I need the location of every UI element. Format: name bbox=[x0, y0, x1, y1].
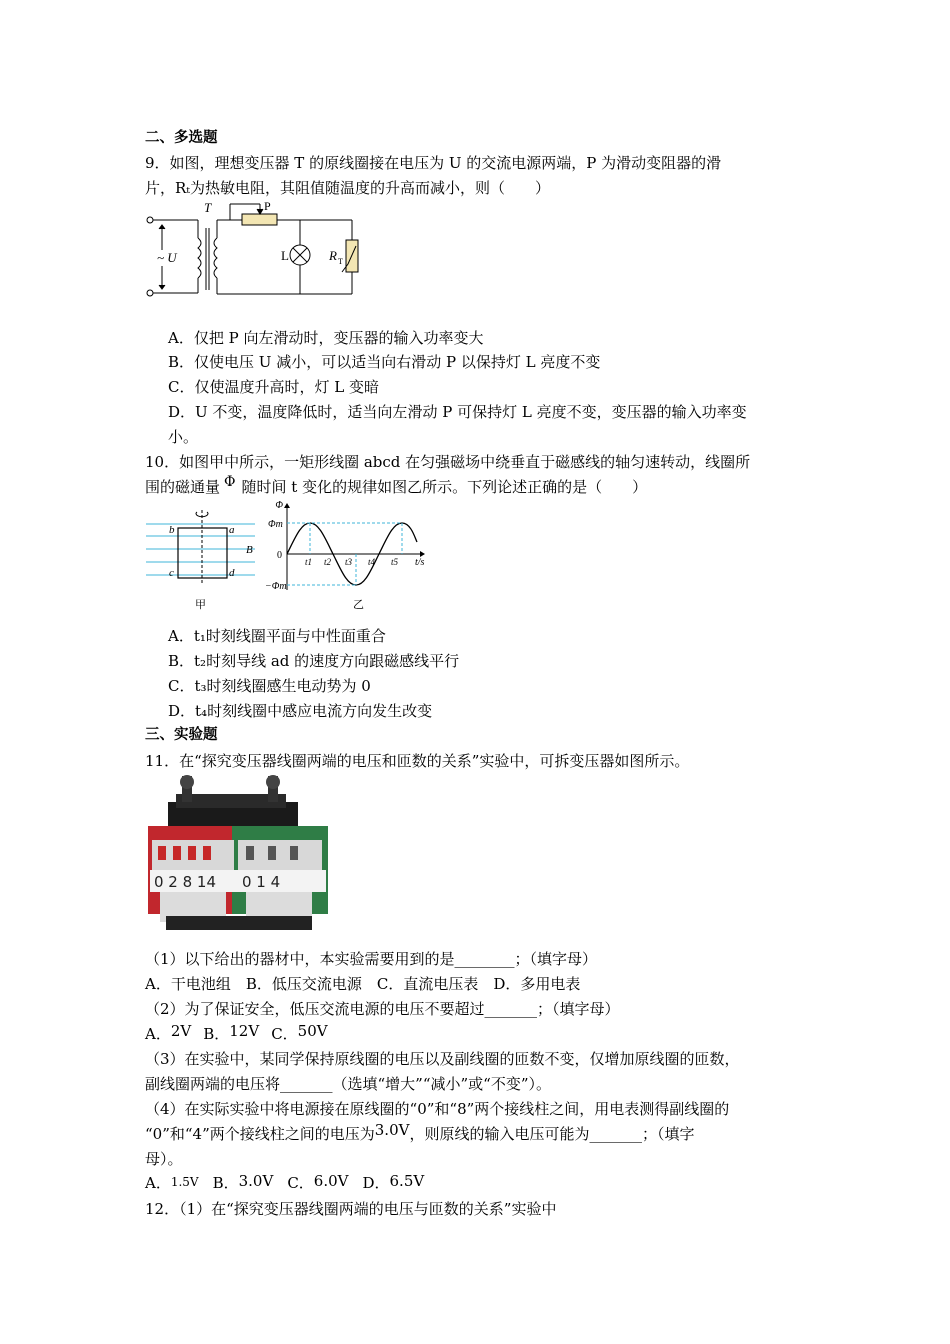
q9-option-b: B．仅使电压 U 减小，可以适当向右滑动 P 以保持灯 L 亮度不变 bbox=[168, 353, 601, 371]
label-p: P bbox=[264, 199, 271, 213]
q11-p2-b: B． bbox=[203, 1025, 230, 1043]
label-field-b: B bbox=[246, 544, 253, 556]
photo-primary-taps: 0 2 8 14 bbox=[154, 873, 217, 891]
q11-part2: （2）为了保证安全，低压交流电源的电压不要超过_______；（填字母） bbox=[145, 1000, 620, 1018]
label-d: d bbox=[229, 567, 235, 579]
caption-yi: 乙 bbox=[353, 598, 364, 611]
q11-p2-a: A． bbox=[145, 1025, 171, 1043]
q10-stem-line1: 10．如图甲中所示，一矩形线圈 abcd 在匀强磁场中绕垂直于磁感线的轴匀速转动，线圈所 bbox=[145, 453, 751, 471]
tick-zero: 0 bbox=[277, 550, 282, 561]
q11-part4-options bbox=[145, 1172, 424, 1195]
q9-option-a: A．仅把 P 向左滑动时，变压器的输入功率变大 bbox=[168, 329, 484, 347]
q10-option-c: C．t₃时刻线圈感生电动势为 0 bbox=[168, 677, 371, 695]
q11-p2-c-value: 50V bbox=[297, 1022, 328, 1040]
q11-p4-a: A． bbox=[145, 1174, 171, 1192]
section-heading-multi-choice: 二、多选题 bbox=[145, 130, 218, 146]
q9-stem-line2: 片，Rₜ为热敏电阻，其阻值随温度的升高而减小，则（ ） bbox=[145, 179, 550, 197]
q10-option-a: A．t₁时刻线圈平面与中性面重合 bbox=[168, 627, 386, 645]
q11-part1-options: A．干电池组 B．低压交流电源 C．直流电压表 D．多用电表 bbox=[145, 975, 581, 993]
q11-p4-b: B． bbox=[212, 1174, 239, 1192]
q11-p2-a-value: 2V bbox=[170, 1022, 192, 1040]
q11-p4-line2-b: ，则原线的输入电压可能为_______；（填字 bbox=[409, 1125, 695, 1143]
q10-flux-time-graph bbox=[265, 498, 440, 616]
label-rt: R bbox=[329, 248, 337, 263]
q10-stem-line2 bbox=[145, 476, 647, 499]
tick-t2: t2 bbox=[324, 557, 332, 567]
axis-t-seconds: t/s bbox=[415, 557, 425, 568]
tick-t4: t4 bbox=[368, 557, 376, 567]
q9-stem-line1: 9．如图，理想变压器 T 的原线圈接在电压为 U 的交流电源两端，P 为滑动变阻器的滑 bbox=[145, 154, 722, 172]
photo-secondary-taps: 0 1 4 bbox=[242, 873, 281, 891]
q11-p4-line2-a: “0”和“4”两个接线柱之间的电压为 bbox=[145, 1125, 375, 1143]
q9-option-d-line2: 小。 bbox=[168, 428, 199, 446]
phi-symbol: Φ bbox=[224, 474, 236, 490]
q10-option-b: B．t₂时刻导线 ad 的速度方向跟磁感线平行 bbox=[168, 652, 460, 670]
q11-transformer-photo bbox=[146, 774, 331, 936]
label-l: L bbox=[281, 248, 289, 263]
q11-stem: 11．在“探究变压器线圈两端的电压和匝数的关系”实验中，可拆变压器如图所示。 bbox=[145, 752, 690, 770]
q11-p4-a-value: 1.5V bbox=[170, 1175, 199, 1189]
q11-p4-c-value: 6.0V bbox=[313, 1172, 349, 1190]
label-c: c bbox=[169, 567, 174, 579]
q9-option-c: C．仅使温度升高时，灯 L 变暗 bbox=[168, 378, 379, 396]
tick-t1: t1 bbox=[305, 557, 313, 567]
q11-p4-c: C． bbox=[287, 1174, 314, 1192]
tick-phim: Φm bbox=[268, 519, 283, 530]
q10-option-d: D．t₄时刻线圈中感应电流方向发生改变 bbox=[168, 702, 433, 720]
q11-part4-line2 bbox=[145, 1123, 694, 1145]
q11-part2-options bbox=[145, 1023, 328, 1045]
q11-p2-b-value: 12V bbox=[229, 1022, 260, 1040]
q11-part3-line2: 副线圈两端的电压将_______（选填“增大”“减小”或“不变”）。 bbox=[145, 1075, 552, 1093]
q12-stem: 12．（1）在“探究变压器线圈两端的电压与匝数的关系”实验中 bbox=[145, 1200, 557, 1218]
q11-part4-line1: （4）在实际实验中将电源接在原线圈的“0”和“8”两个接线柱之间，用电表测得副线圈的 bbox=[145, 1100, 730, 1118]
q11-p4-voltage: 3.0V bbox=[374, 1121, 410, 1139]
tick-t5: t5 bbox=[391, 557, 399, 567]
q11-part4-line3: 母）。 bbox=[145, 1150, 183, 1168]
q11-part1: （1）以下给出的器材中，本实验需要用到的是________；（填字母） bbox=[145, 950, 598, 968]
q9-transformer-circuit-diagram bbox=[140, 198, 370, 303]
section-heading-experiment: 三、实验题 bbox=[145, 727, 218, 743]
caption-jia: 甲 bbox=[195, 598, 206, 611]
q10-coil-in-field-diagram bbox=[143, 500, 268, 615]
q11-part3-line1: （3）在实验中，某同学保持原线圈的电压以及副线圈的匝数不变，仅增加原线圈的匝数， bbox=[145, 1050, 740, 1068]
q11-p2-c: C． bbox=[271, 1025, 298, 1043]
label-t: T bbox=[204, 200, 212, 215]
q11-p4-b-value: 3.0V bbox=[238, 1172, 274, 1190]
label-u: ~ U bbox=[157, 250, 177, 265]
label-b: b bbox=[169, 524, 175, 536]
tick-neg-phim: −Φm bbox=[265, 581, 287, 592]
q11-p4-d: D． bbox=[362, 1174, 390, 1192]
q9-option-d-line1: D．U 不变，温度降低时，适当向左滑动 P 可保持灯 L 亮度不变，变压器的输入功率变 bbox=[168, 403, 747, 421]
q10-stem-line2-b: 随时间 t 变化的规律如图乙所示。下列论述正确的是（ ） bbox=[241, 478, 648, 496]
label-a: a bbox=[229, 524, 235, 536]
axis-phi: Φ bbox=[275, 500, 283, 511]
label-rt-sub: T bbox=[338, 257, 343, 266]
q10-stem-line2-a: 围的磁通量 bbox=[145, 478, 221, 496]
tick-t3: t3 bbox=[345, 557, 353, 567]
q11-p4-d-value: 6.5V bbox=[389, 1172, 425, 1190]
